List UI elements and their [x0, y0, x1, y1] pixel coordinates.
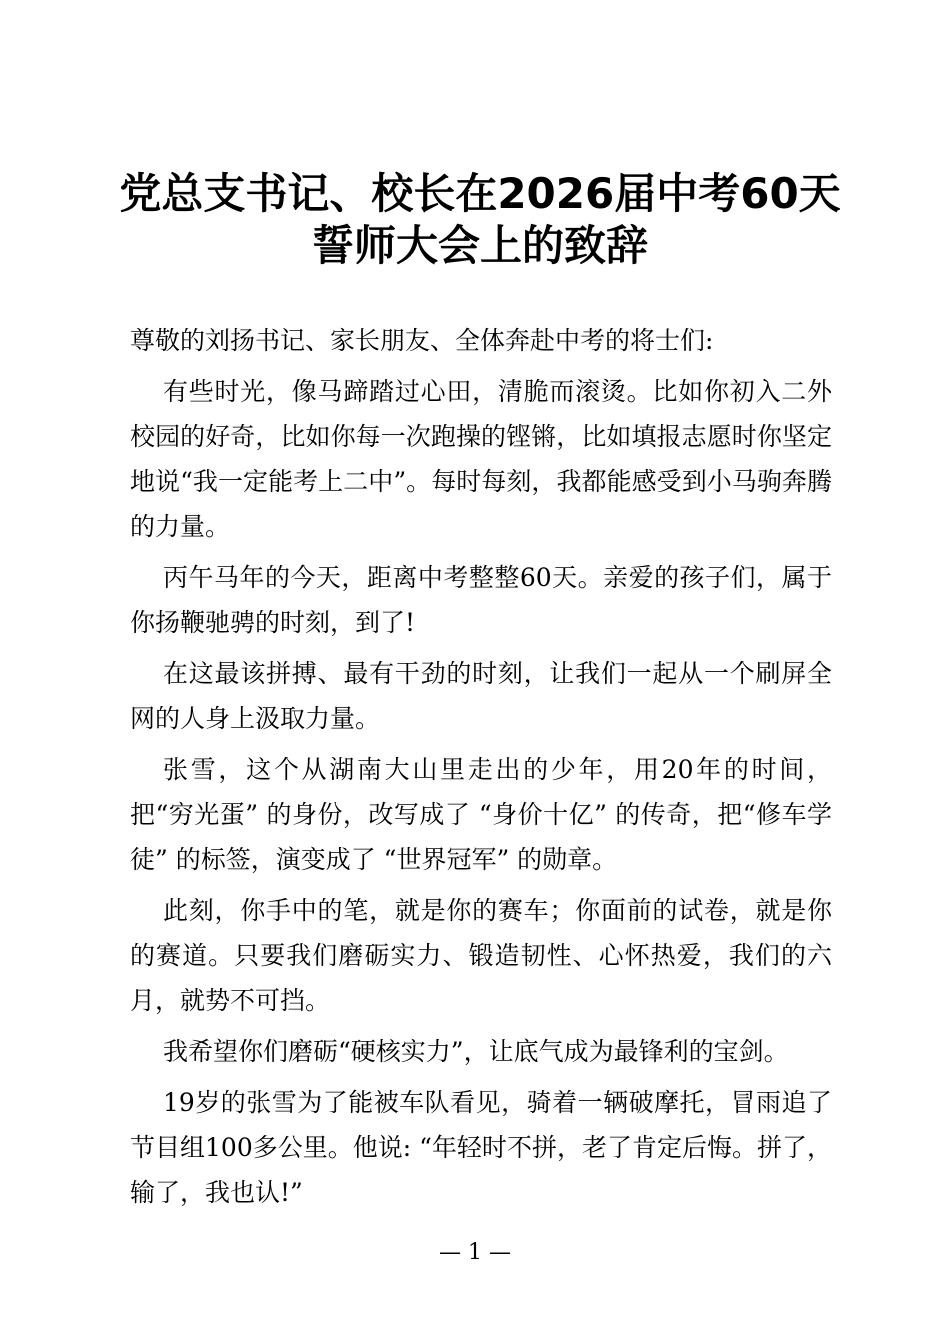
paragraph-2: 丙午马年的今天，距离中考整整60天。亲爱的孩子们，属于你扬鞭驰骋的时刻，到了! [130, 563, 832, 637]
paragraph-1: 有些时光，像马蹄踏过心田，清脆而滚烫。比如你初入二外校园的好奇，比如你每一次跑操的铿锵，比如填报志愿时你坚定地说“我一定能考上二中”。每时每刻，我都能感受到小马驹奔腾的力量。 [130, 377, 832, 541]
paragraph-6: 我希望你们磨砺“硬核实力”，让底气成为最锋利的宝剑。 [163, 1037, 789, 1066]
document-body [130, 318, 832, 1221]
document-title [110, 168, 850, 272]
paragraph-4: 张雪，这个从湖南大山里走出的少年，用20年的时间，把“穷光蛋” 的身份，改写成了 “身价十亿” 的传奇，把“修车学徒” 的标签，演变成了 “世界冠军” 的勋章。 [130, 755, 832, 874]
paragraph-5: 此刻，你手中的笔，就是你的赛车；你面前的试卷，就是你的赛道。只要我们磨砺实力、锻造韧性、心怀热爱，我们的六月，就势不可挡。 [130, 896, 832, 1015]
paragraph-3: 在这最该拼搏、最有干劲的时刻，让我们一起从一个刷屏全网的人身上汲取力量。 [130, 659, 832, 733]
paragraph-7: 19岁的张雪为了能被车队看见，骑着一辆破摩托，冒雨追了节目组100多公里。他说: “年轻时不拼，老了肯定后悔。拼了，输了，我也认!” [130, 1088, 832, 1207]
title-line-2: 誓师大会上的致辞 [311, 221, 648, 270]
page-number: — 1 — [439, 1240, 511, 1265]
title-line-1: 党总支书记、校长在2026届中考60天 [119, 169, 841, 218]
salutation: 尊敬的刘扬书记、家长朋友、全体奔赴中考的将士们: [130, 326, 714, 355]
